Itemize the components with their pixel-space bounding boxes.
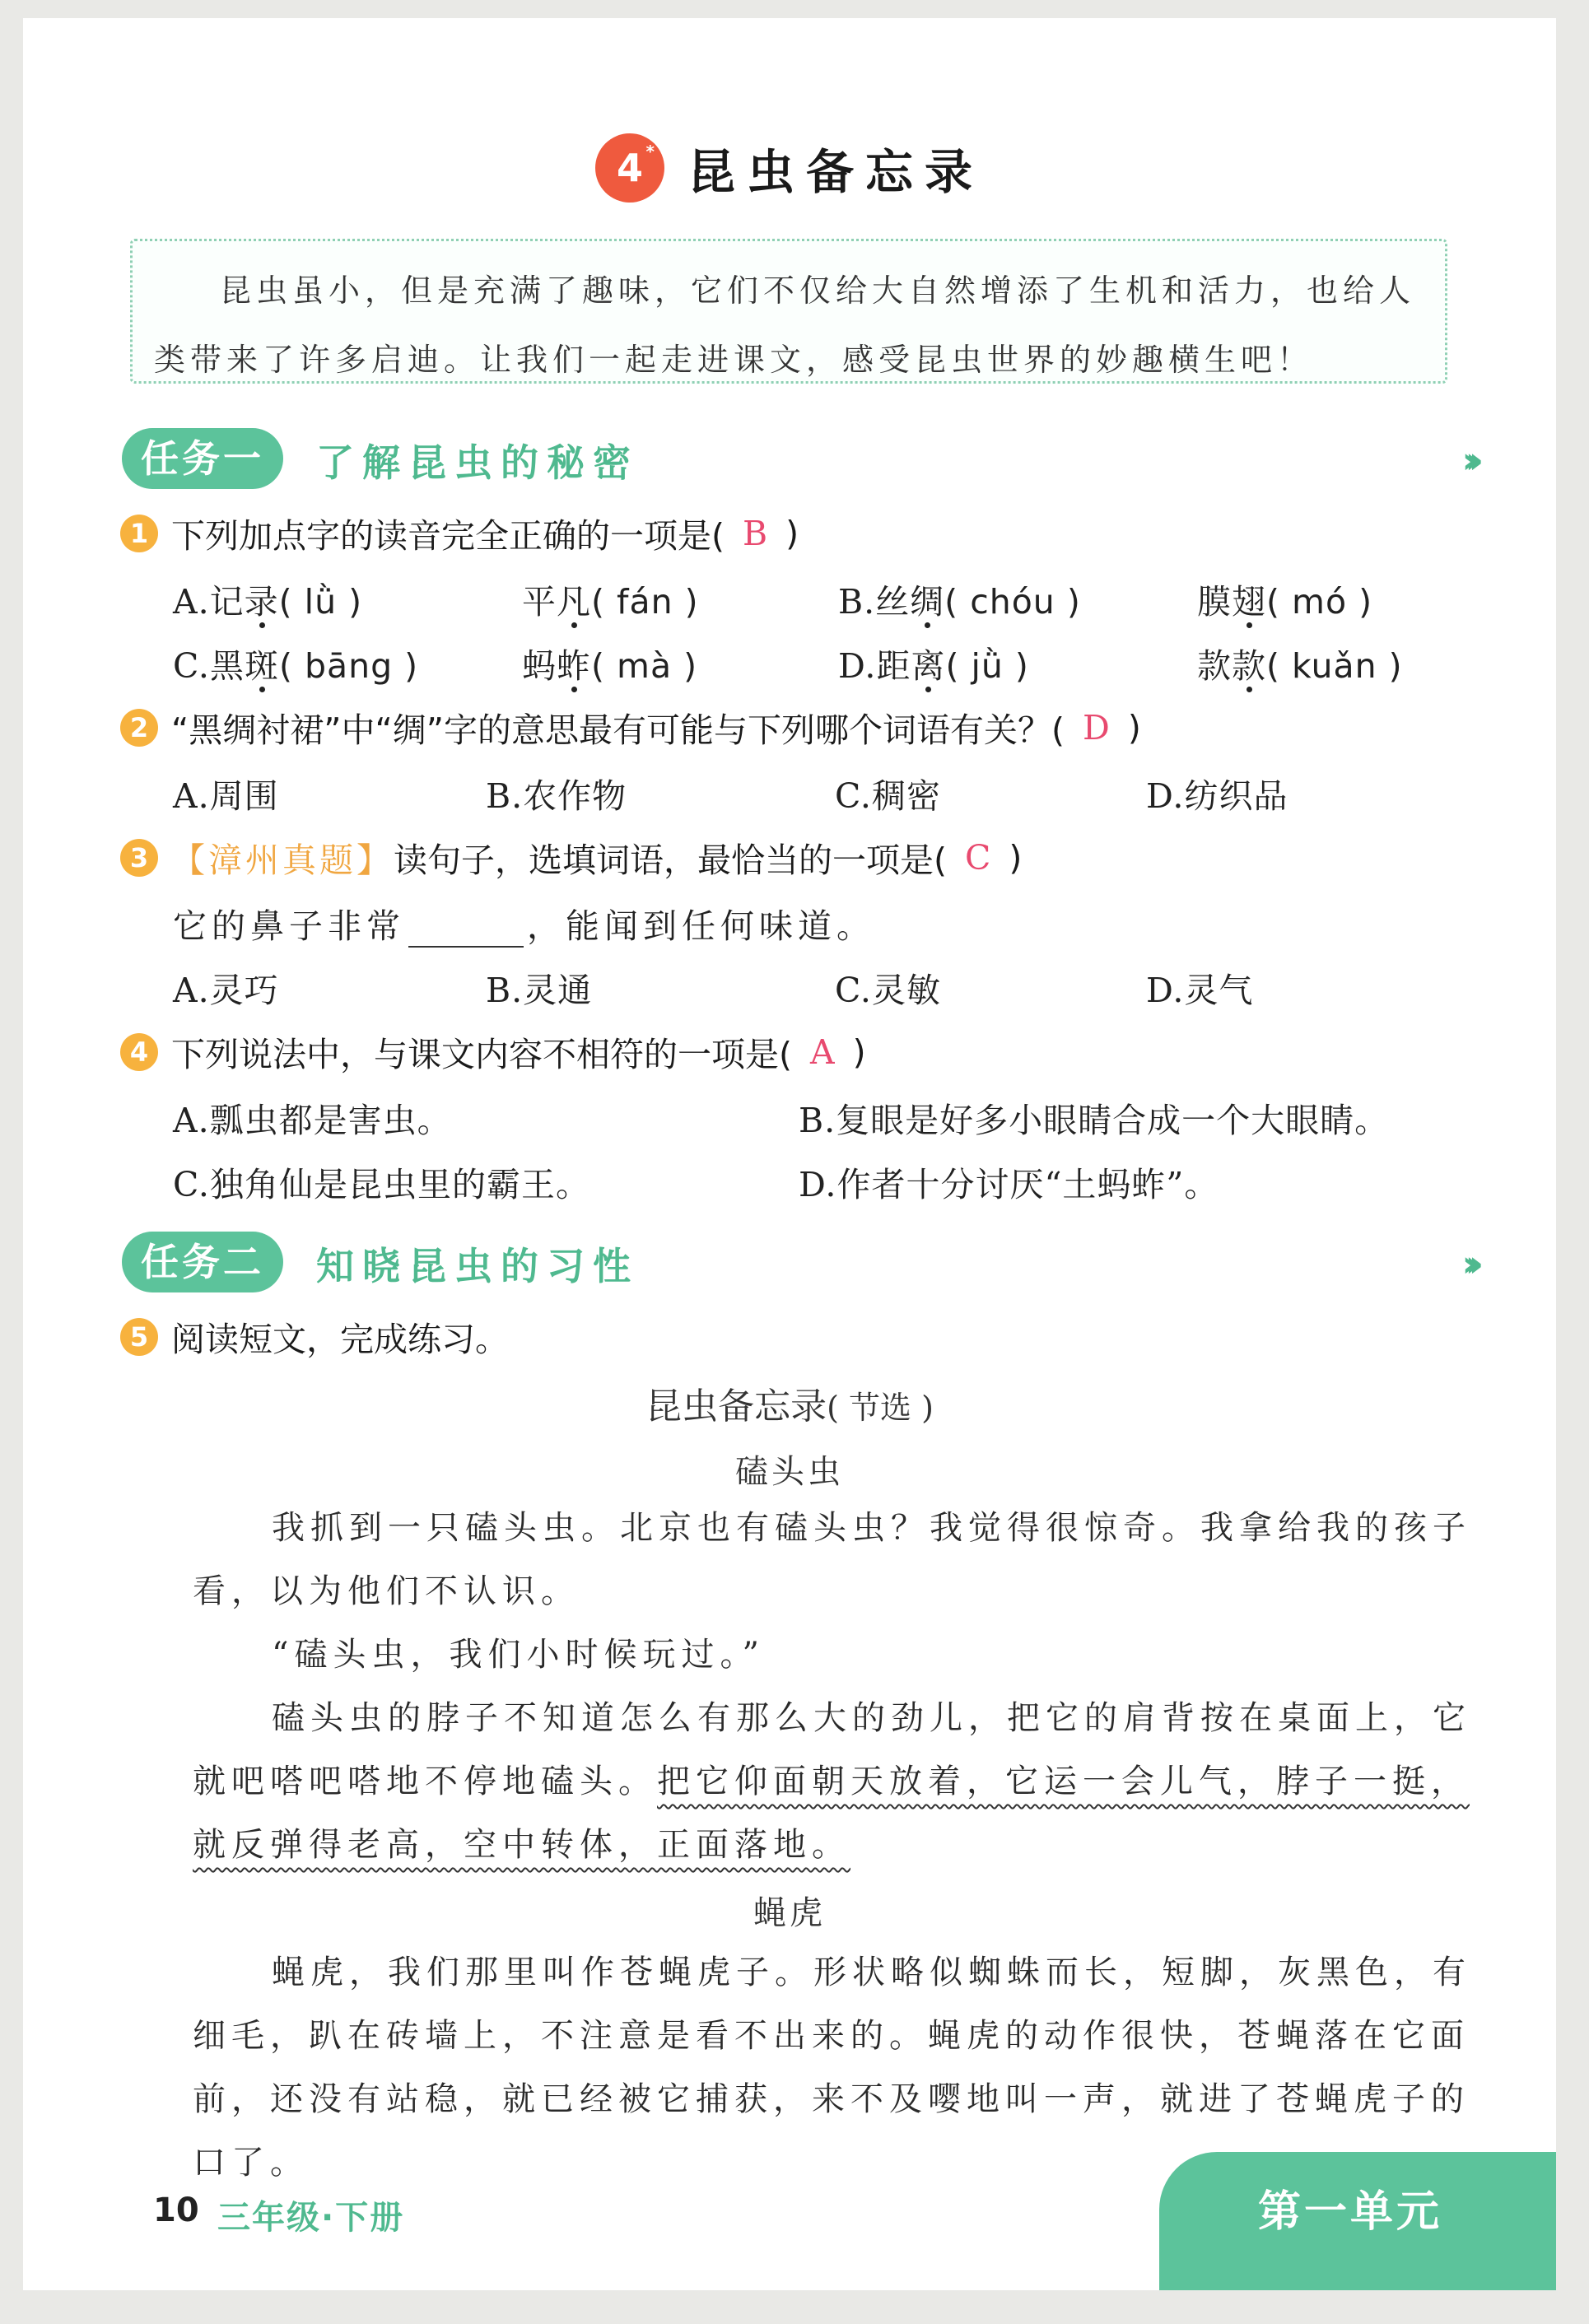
intro-box bbox=[130, 239, 1447, 384]
question-5-text: 阅读短文，完成练习。 bbox=[171, 1320, 509, 1359]
question-2-close: ) bbox=[1127, 707, 1141, 747]
question-3-tag: 【漳州真题】 bbox=[171, 841, 394, 880]
wavy-underlined-sentence: 把它仰面朝天放着，它运一会儿气，脖子一挺，就反弹得老高，空中转体，正面落地。 bbox=[193, 1763, 1470, 1864]
option-a1: A.记录( lǜ ) bbox=[173, 582, 363, 622]
workbook-page bbox=[23, 18, 1556, 2290]
task-1-header bbox=[122, 428, 1472, 489]
q4-option-a: A.瓢虫都是害虫。 bbox=[173, 1101, 452, 1140]
task-2-header bbox=[122, 1232, 1472, 1292]
question-4-answer: A bbox=[810, 1032, 835, 1072]
question-1-number: 1 bbox=[120, 515, 158, 552]
question-2-answer: D bbox=[1082, 707, 1110, 747]
q2-option-a: A.周围 bbox=[173, 776, 279, 816]
q4-option-d: D.作者十分讨厌“土蚂蚱”。 bbox=[799, 1165, 1219, 1204]
question-5 bbox=[120, 1312, 509, 1361]
option-c2: 蚂蚱( mà ) bbox=[522, 646, 698, 686]
q3-option-b: B.灵通 bbox=[486, 971, 593, 1010]
passage-title: 昆虫备忘录( 节选 ) bbox=[645, 1386, 934, 1427]
question-1 bbox=[120, 509, 799, 557]
q2-option-b: B.农作物 bbox=[486, 776, 627, 816]
question-4-text: 下列说法中，与课文内容不相符的一项是( bbox=[171, 1035, 792, 1074]
unit-tab: 第一单元 bbox=[1159, 2152, 1556, 2290]
question-2-text: “黑绸衬裙”中“绸”字的意思最有可能与下列哪个词语有关？( bbox=[171, 710, 1065, 750]
option-b1: B.丝绸( chóu ) bbox=[838, 582, 1081, 622]
grade-label: 三年级·下册 bbox=[217, 2199, 405, 2237]
passage-paragraph-3: 磕头虫的脖子不知道怎么有那么大的劲儿，把它的肩背按在桌面上，它就吧嗒吧嗒地不停地磕头。把它仰面朝天放着，它运一会儿气，脖子一挺，就反弹得老高，空中转体，正面落地。 bbox=[193, 1699, 1471, 1864]
question-3-text: 读句子，选填词语，最恰当的一项是( bbox=[394, 841, 947, 880]
q3-option-c: C.灵敏 bbox=[835, 971, 941, 1010]
page-number: 10 bbox=[153, 2191, 199, 2229]
passage-section-1-title: 磕头虫 bbox=[735, 1453, 844, 1491]
q4-option-b: B.复眼是好多小眼睛合成一个大眼睛。 bbox=[799, 1101, 1390, 1140]
question-2 bbox=[120, 703, 1141, 752]
q3-sentence: 它的鼻子非常 ，能闻到任何味道。 bbox=[173, 906, 875, 946]
chevron-right-icon: ››› bbox=[1461, 1243, 1472, 1285]
option-a2: 平凡( fán ) bbox=[522, 582, 699, 622]
lesson-star: * bbox=[645, 142, 655, 161]
task-2-title: 知晓昆虫的习性 bbox=[316, 1244, 639, 1288]
lesson-number: 4 bbox=[616, 146, 643, 190]
intro-line-2: 人类带来了许多启迪。让我们一起走进课文，感受昆虫世界的妙趣横生吧！ bbox=[154, 272, 1416, 378]
passage-paragraph-1: 我抓到一只磕头虫。北京也有磕头虫？我觉得很惊奇。我拿给我的孩子看，以为他们不认识。 bbox=[193, 1509, 1471, 1610]
passage-paragraph-2: “磕头虫，我们小时候玩过。” bbox=[272, 1636, 765, 1674]
option-d2: 款款( kuǎn ) bbox=[1197, 646, 1403, 686]
option-c1: C.黑斑( bāng ) bbox=[173, 646, 419, 686]
option-d1: D.距离( jǜ ) bbox=[838, 646, 1029, 686]
q3-option-d: D.灵气 bbox=[1146, 971, 1254, 1010]
question-4-close: ) bbox=[852, 1032, 866, 1072]
chevron-right-icon: ››› bbox=[1461, 440, 1472, 482]
lesson-header bbox=[23, 133, 1556, 203]
question-3-answer: C bbox=[965, 837, 991, 878]
question-2-number: 2 bbox=[120, 709, 158, 747]
question-1-close: ) bbox=[785, 513, 799, 553]
option-b2: 膜翅( mó ) bbox=[1197, 582, 1373, 622]
q4-option-c: C.独角仙是昆虫里的霸王。 bbox=[173, 1165, 590, 1204]
question-4 bbox=[120, 1027, 866, 1076]
intro-line-1: 昆虫虽小，但是充满了趣味，它们不仅给大自然增添了生机和活力，也给 bbox=[220, 272, 1380, 309]
q2-option-d: D.纺织品 bbox=[1146, 776, 1288, 816]
question-4-number: 4 bbox=[120, 1033, 158, 1071]
task-1-pill: 任务一 bbox=[122, 428, 283, 489]
question-3 bbox=[120, 833, 1022, 882]
question-3-number: 3 bbox=[120, 839, 158, 877]
question-1-answer: B bbox=[743, 513, 768, 553]
fill-blank[interactable] bbox=[408, 916, 524, 948]
task-1-title: 了解昆虫的秘密 bbox=[316, 440, 639, 485]
question-5-number: 5 bbox=[120, 1318, 158, 1356]
question-1-text: 下列加点字的读音完全正确的一项是( bbox=[171, 516, 725, 556]
passage-paragraph-4: 蝇虎，我们那里叫作苍蝇虎子。形状略似蜘蛛而长，短脚，灰黑色，有细毛，趴在砖墙上，不注意是看不出来的。蝇虎的动作很快，苍蝇落在它面前，还没有站稳，就已经被它捕获，来不及嘤地叫一声，就进了苍蝇虎子的口了。 bbox=[193, 1954, 1471, 2182]
q3-option-a: A.灵巧 bbox=[173, 971, 279, 1010]
lesson-number-badge bbox=[595, 133, 664, 203]
q2-option-c: C.稠密 bbox=[835, 776, 941, 816]
passage-section-2-title: 蝇虎 bbox=[753, 1894, 826, 1932]
lesson-title: 昆虫备忘录 bbox=[687, 144, 984, 200]
intro-text bbox=[154, 256, 1424, 394]
question-3-close: ) bbox=[1009, 837, 1023, 878]
task-2-pill: 任务二 bbox=[122, 1232, 283, 1292]
